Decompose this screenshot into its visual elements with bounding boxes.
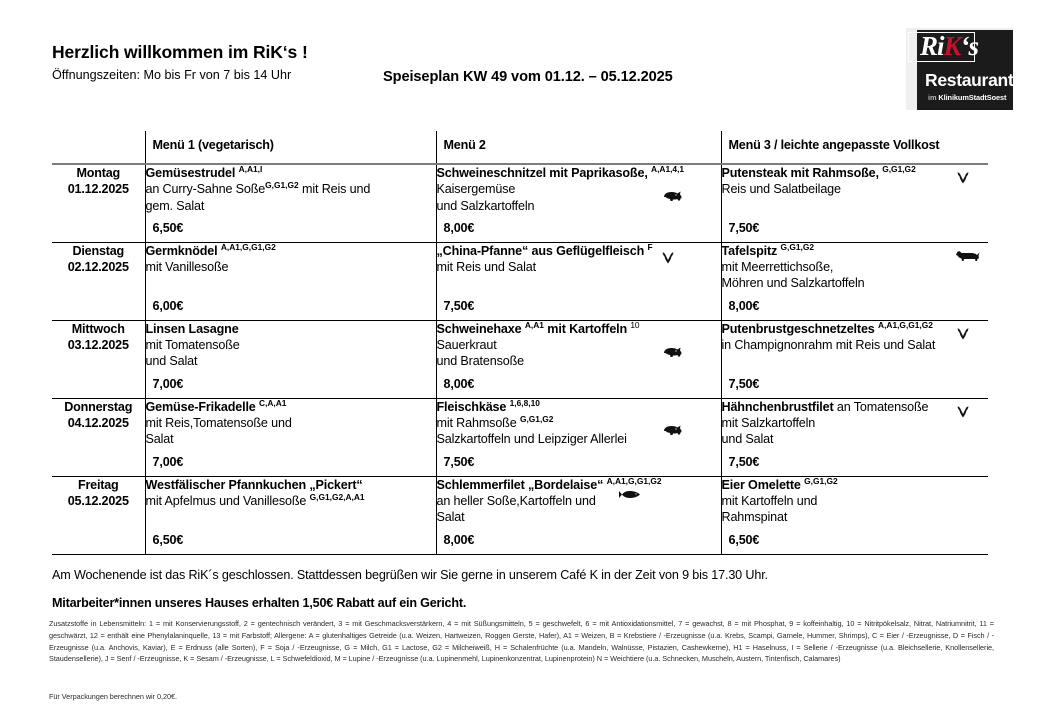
dish-price: 6,50€ [152, 533, 184, 548]
dish-name: Schweinehaxe $^{A,A1}$ mit Kartoffeln $^{10}$ [436, 319, 640, 336]
menu-cell-menu3 [721, 476, 988, 554]
dish-description-line: mit Kartoffeln und [721, 493, 818, 508]
dish-name: Schlemmerfilet „Bordelaise“ $^{A,A1,G,G1,G2}$ [436, 475, 662, 492]
day-name: Mittwoch [71, 321, 125, 336]
menu-cell-menu1 [145, 164, 436, 242]
day-date: 03.12.2025 [67, 337, 129, 352]
logo-wordmark [920, 33, 978, 60]
dish-name: Westfälischer Pfannkuchen „Pickert“ [145, 477, 363, 492]
fish-icon [619, 487, 641, 503]
menu-table-row [52, 320, 988, 398]
allergen-legend: Zusatzstoffe in Lebensmitteln: 1 = mit Konservierungsstoff, 2 = gentechnisch verändert, 3 = mit Geschmacksverstärkern, 4 = mit Süßungsmitteln, 5 = geschwefelt, 6 = mit Antioxidationsmittel, 7 = gewachst, 8 = mit Phosphat, 9 = koffeinhaltig, 10 = Nitritpökelsalz, Nitrat, Natriumnitrit, 11 = geschwärzt, 12 = enthält eine Phenylalaninquelle, 13 = mit Farbstoff; Allergene: A = glutenhaltiges Getreide (u.a. Weizen, Hartweizen, Roggen Gerste, Hafer), A1 = Weizen, B = Krebstiere / -Erzeugnisse (u.a. Krebs, Scampi, Garnele, Hummer, Shrimps), C = Eier / -Erzeugnisse, D = Fisch / -Erzeugnisse (u.a. Anchovis, Kaviar), E = Erdnuss (alle Sorten), F = Soja / -Erzeugnisse, G = Milch, G1 = Lactose, G2 = Milcheiweiß, H = Schalenfrüchte (u.a. Mandeln, Walnüsse, Pistazien, Cashewkerne), H1 = Haselnuss, I = Sellerie / -Erzeugnisse (u.a. Bleichsellerie, Knollensellerie, Staudensellerie), J = Senf / -Erzeugnisse, K = Sesam / -Erzeugnisse, L = Schwefeldioxid, M = Lupine / -Erzeugnisse (u.a. Lupinenmehl, Lupinenkonzentrat, Lupinenprotein) N = Weichtiere (u.a. Schnecken, Muscheln, Austern, Tintenfisch, Calamares) [49, 619, 994, 664]
menu-cell-menu2 [436, 476, 721, 554]
menu-cell-menu3 [721, 398, 988, 476]
menu-table-row [52, 242, 988, 320]
dish-description-line: mit Meerrettichsoße, [721, 259, 834, 274]
pig-icon [661, 423, 683, 439]
dish-description-line: mit Apfelmus und Vanillesoße $^{G,G1,G2,A,A1}$ [145, 491, 365, 508]
dish-name: Germknödel $^{A,A1,G,G1,G2}$ [145, 241, 276, 258]
dish-description-line: an heller Soße,Kartoffeln und [436, 493, 596, 508]
fish-icon [619, 490, 641, 499]
menu-table-row [52, 398, 988, 476]
dish-price: 6,50€ [728, 533, 760, 548]
dish-description-line: mit Salzkartoffeln [721, 415, 816, 430]
dish-price: 7,50€ [443, 455, 475, 470]
menu-table-body [52, 164, 988, 554]
poultry-icon [956, 405, 970, 420]
dish-name: Gemüse-Frikadelle $^{C,A,A1}$ [145, 397, 287, 414]
header-cell-day [52, 131, 145, 164]
poultry-icon [956, 327, 978, 343]
pig-icon [661, 189, 683, 205]
menu-cell-menu1 [145, 398, 436, 476]
weekly-menu-table [52, 131, 988, 555]
weekend-note: Am Wochenende ist das RiK´s geschlossen. Stattdessen begrüßen wir Sie gerne in unserem Café K in der Zeit von 9 bis 17.30 Uhr. [52, 568, 768, 582]
page-header [0, 0, 1040, 105]
employee-discount-note: Mitarbeiter*innen unseres Hauses erhalten 1,50€ Rabatt auf ein Gericht. [52, 596, 467, 610]
dish-price: 6,50€ [152, 221, 184, 236]
dish-price: 7,50€ [728, 377, 760, 392]
poultry-icon [956, 327, 970, 342]
dish-description-line: Sauerkraut [436, 337, 497, 352]
day-name: Montag [76, 166, 121, 180]
dish-name: Eier Omelette $^{G,G1,G2}$ [721, 475, 838, 492]
dish-description-line: Reis und Salatbeilage [721, 182, 841, 197]
logo-restaurant-text: Restaurant [925, 70, 1013, 90]
pig-icon [661, 345, 683, 358]
dish-price: 7,50€ [443, 299, 475, 314]
dish-description-line: und Salat [145, 354, 198, 369]
dish-price: 7,50€ [728, 455, 760, 470]
day-date: 04.12.2025 [67, 415, 129, 430]
beef-icon [956, 249, 980, 261]
dish-description-line: an Curry-Sahne Soße$^{G,G1,G2}$ mit Reis und [145, 180, 371, 197]
riks-restaurant-logo [906, 28, 1013, 110]
dish-description-line: Salat [145, 432, 174, 447]
dish-price: 8,00€ [443, 533, 475, 548]
table-header-row [52, 131, 988, 164]
day-cell [52, 164, 145, 242]
header-cell-menu3: Menü 3 / leichte angepasste Vollkost [721, 131, 988, 164]
menu-cell-menu3 [721, 242, 988, 320]
dish-description-line: mit Reis und Salat [436, 259, 536, 274]
dish-price: 8,00€ [443, 377, 475, 392]
dish-description-line: mit Rahmsoße $^{G,G1,G2}$ [436, 413, 554, 430]
day-cell [52, 398, 145, 476]
logo-sub-prefix: im [928, 93, 939, 102]
dish-price: 7,50€ [728, 221, 760, 236]
menu-cell-menu1 [145, 476, 436, 554]
dish-name: Hähnchenbrustfilet an Tomatensoße [721, 399, 929, 414]
dish-description-line: Rahmspinat [721, 510, 788, 525]
pig-icon [661, 423, 683, 436]
dish-price: 7,00€ [152, 455, 184, 470]
poultry-icon [956, 171, 970, 186]
logo-sub-clinic: KlinikumStadtSoest [938, 93, 1007, 102]
poultry-icon [956, 171, 978, 187]
logo-name-k: K [943, 31, 961, 61]
dish-name: Putenbrustgeschnetzeltes $^{A,A1,G,G1,G2}$ [721, 319, 933, 336]
dish-description-line: in Champignonrahm mit Reis und Salat [721, 337, 936, 352]
dish-description-line: und Salzkartoffeln [436, 198, 535, 213]
dish-description-line: mit Vanillesoße [145, 259, 229, 274]
pig-icon [661, 189, 683, 202]
beef-icon [956, 249, 978, 265]
opening-hours: Öffnungszeiten: Mo bis Fr von 7 bis 14 Uhr [52, 68, 292, 82]
poultry-icon [661, 251, 683, 267]
dish-price: 7,00€ [152, 377, 184, 392]
dish-description-line: Kaisergemüse [436, 182, 516, 197]
menu-table-row [52, 164, 988, 242]
pig-icon [661, 345, 683, 361]
day-name: Donnerstag [64, 399, 133, 414]
dish-price: 8,00€ [728, 299, 760, 314]
menu-cell-menu2 [436, 398, 721, 476]
poultry-icon [661, 251, 675, 266]
menu-cell-menu1 [145, 320, 436, 398]
menu-cell-menu3 [721, 320, 988, 398]
header-cell-menu1: Menü 1 (vegetarisch) [145, 131, 436, 164]
welcome-title: Herzlich willkommen im RiK‘s ! [52, 42, 308, 62]
dish-description-line: und Bratensoße [436, 354, 525, 369]
dish-name: Schweineschnitzel mit Paprikasoße, $^{A,A1,4,1}$ [436, 163, 685, 180]
dish-name: Putensteak mit Rahmsoße, $^{G,G1,G2}$ [721, 163, 916, 180]
dish-name: Fleischkäse $^{1,6,8,10}$ [436, 397, 540, 414]
dish-description-line: Salzkartoffeln und Leipziger Allerlei [436, 432, 627, 447]
logo-subtitle [928, 93, 1006, 102]
menu-cell-menu2 [436, 320, 721, 398]
day-date: 02.12.2025 [67, 259, 129, 274]
day-date: 01.12.2025 [67, 182, 129, 197]
dish-description-line: und Salat [721, 432, 774, 447]
day-cell [52, 320, 145, 398]
dish-name: Linsen Lasagne [145, 321, 239, 336]
day-name: Dienstag [72, 243, 125, 258]
dish-price: 6,00€ [152, 299, 184, 314]
poultry-icon [956, 405, 978, 421]
day-cell [52, 476, 145, 554]
menu-cell-menu2 [436, 164, 721, 242]
day-cell [52, 242, 145, 320]
logo-name-after: ‘s [960, 31, 979, 61]
menu-table-row [52, 476, 988, 554]
menu-cell-menu2 [436, 242, 721, 320]
menu-plan-title: Speiseplan KW 49 vom 01.12. – 05.12.2025 [383, 69, 673, 85]
dish-name: Tafelspitz $^{G,G1,G2}$ [721, 241, 815, 258]
dish-description-line: mit Tomatensoße [145, 337, 240, 352]
dish-description-line: Salat [436, 510, 465, 525]
dish-name: Gemüsestrudel $^{A,A1,I}$ [145, 163, 263, 180]
menu-cell-menu3 [721, 164, 988, 242]
dish-price: 8,00€ [443, 221, 475, 236]
dish-description-line: gem. Salat [145, 198, 205, 213]
header-cell-menu2: Menü 2 [436, 131, 721, 164]
logo-name-before: Ri [920, 31, 944, 61]
packaging-note: Für Verpackungen berechnen wir 0,20€. [49, 692, 177, 701]
day-date: 05.12.2025 [67, 493, 129, 508]
day-name: Freitag [77, 477, 119, 492]
menu-cell-menu1 [145, 242, 436, 320]
dish-description-line: Möhren und Salzkartoffeln [721, 276, 865, 291]
dish-description-line: mit Reis,Tomatensoße und [145, 415, 292, 430]
dish-name: „China-Pfanne“ aus Geflügelfleisch $^F$ [436, 241, 653, 258]
